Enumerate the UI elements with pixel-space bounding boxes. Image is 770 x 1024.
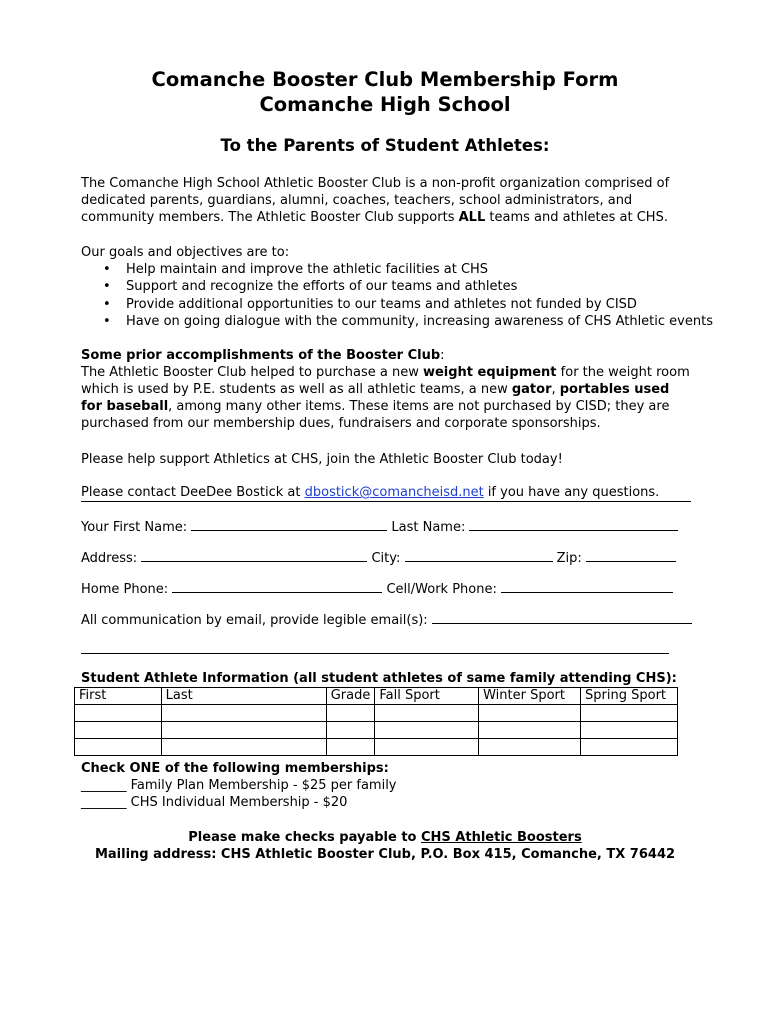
table-cell[interactable] <box>75 739 162 756</box>
table-row <box>75 705 678 722</box>
athlete-info-table <box>74 687 678 756</box>
membership-option-family[interactable] <box>81 777 397 794</box>
contact-email-link[interactable]: dbostick@comancheisd.net <box>304 485 484 500</box>
goal-item: • Have on going dialogue with the community, increasing awareness of CHS Athletic events <box>81 313 713 330</box>
membership-option-label: Family Plan Membership - $25 per family <box>130 778 397 793</box>
membership-option-individual[interactable] <box>81 794 347 811</box>
email-row <box>81 611 692 629</box>
table-cell[interactable] <box>479 705 581 722</box>
home-phone-label: Home Phone: <box>81 582 169 597</box>
goal-item: • Help maintain and improve the athletic facilities at CHS <box>81 261 713 278</box>
home-phone-field[interactable] <box>172 580 382 593</box>
greeting-heading: To the Parents of Student Athletes: <box>220 136 550 155</box>
table-cell[interactable] <box>375 705 479 722</box>
memberships-heading: Check ONE of the following memberships: <box>81 761 389 776</box>
goals-list <box>81 261 713 331</box>
first-name-label: Your First Name: <box>81 520 188 535</box>
goal-item: • Support and recognize the efforts of our teams and athletes <box>81 278 713 295</box>
form-title: Comanche Booster Club Membership Form <box>151 68 619 91</box>
membership-blank[interactable]: _______ <box>81 795 127 810</box>
table-cell[interactable] <box>326 739 375 756</box>
col-winter-sport: Winter Sport <box>479 688 581 705</box>
email-label: All communication by email, provide legible email(s): <box>81 613 428 628</box>
table-cell[interactable] <box>479 739 581 756</box>
table-cell[interactable] <box>479 722 581 739</box>
first-name-field[interactable] <box>191 518 387 531</box>
address-label: Address: <box>81 551 138 566</box>
membership-option-label: CHS Individual Membership - $20 <box>130 795 348 810</box>
payable-line: Please make checks payable to CHS Athletic Boosters <box>188 830 582 845</box>
table-cell[interactable] <box>581 705 678 722</box>
table-cell[interactable] <box>161 705 326 722</box>
goal-item: • Provide additional opportunities to our teams and athletes not funded by CISD <box>81 296 713 313</box>
col-spring-sport: Spring Sport <box>581 688 678 705</box>
last-name-label: Last Name: <box>391 520 466 535</box>
cell-phone-label: Cell/Work Phone: <box>386 582 497 597</box>
table-cell[interactable] <box>581 722 678 739</box>
membership-blank[interactable]: _______ <box>81 778 127 793</box>
accomplishments-paragraph: The Athletic Booster Club helped to purchase a new weight equipment for the weight room which is used by P.E. students as well as all athletic teams, a new gator, portables used for baseball, among many other items. These items are not purchased by CISD; they are purchased from our membership dues, fundraisers and corporate sponsorships. <box>81 365 690 431</box>
table-cell[interactable] <box>375 739 479 756</box>
support-text: Please help support Athletics at CHS, join the Athletic Booster Club today! <box>81 452 563 467</box>
zip-label: Zip: <box>556 551 582 566</box>
city-field[interactable] <box>405 549 553 562</box>
accomplishments-heading: Some prior accomplishments of the Booster Club: <box>81 348 445 363</box>
city-label: City: <box>371 551 401 566</box>
payee-name: CHS Athletic Boosters <box>421 830 582 845</box>
mailing-address: Mailing address: CHS Athletic Booster Club, P.O. Box 415, Comanche, TX 76442 <box>94 847 676 862</box>
col-last: Last <box>161 688 326 705</box>
contact-line: Please contact DeeDee Bostick at dbostick@comancheisd.net if you have any questions. <box>81 485 660 500</box>
goals-heading: Our goals and objectives are to: <box>81 245 290 260</box>
table-cell[interactable] <box>326 722 375 739</box>
table-cell[interactable] <box>581 739 678 756</box>
cell-phone-field[interactable] <box>501 580 673 593</box>
address-row <box>81 549 676 567</box>
table-cell[interactable] <box>75 722 162 739</box>
last-name-field[interactable] <box>469 518 678 531</box>
email-field[interactable] <box>432 611 692 624</box>
col-fall-sport: Fall Sport <box>375 688 479 705</box>
col-grade: Grade <box>326 688 375 705</box>
name-row <box>81 518 678 536</box>
section-divider <box>81 501 691 502</box>
table-cell[interactable] <box>75 705 162 722</box>
table-row <box>75 739 678 756</box>
phone-row <box>81 580 673 598</box>
table-cell[interactable] <box>161 722 326 739</box>
table-header-row <box>75 688 678 705</box>
table-cell[interactable] <box>375 722 479 739</box>
table-cell[interactable] <box>161 739 326 756</box>
school-name: Comanche High School <box>259 93 511 116</box>
address-field[interactable] <box>141 549 367 562</box>
athletes-heading: Student Athlete Information (all student athletes of same family attending CHS): <box>81 671 677 686</box>
email-field-second-line[interactable] <box>81 653 669 654</box>
intro-paragraph: The Comanche High School Athletic Booster Club is a non-profit organization comprised of dedicated parents, guardians, alumni, coaches, teachers, school administrators, and community members. The Athletic Booster Club supports ALL teams and athletes at CHS. <box>81 176 670 225</box>
table-cell[interactable] <box>326 705 375 722</box>
zip-field[interactable] <box>586 549 676 562</box>
table-row <box>75 722 678 739</box>
col-first: First <box>75 688 162 705</box>
